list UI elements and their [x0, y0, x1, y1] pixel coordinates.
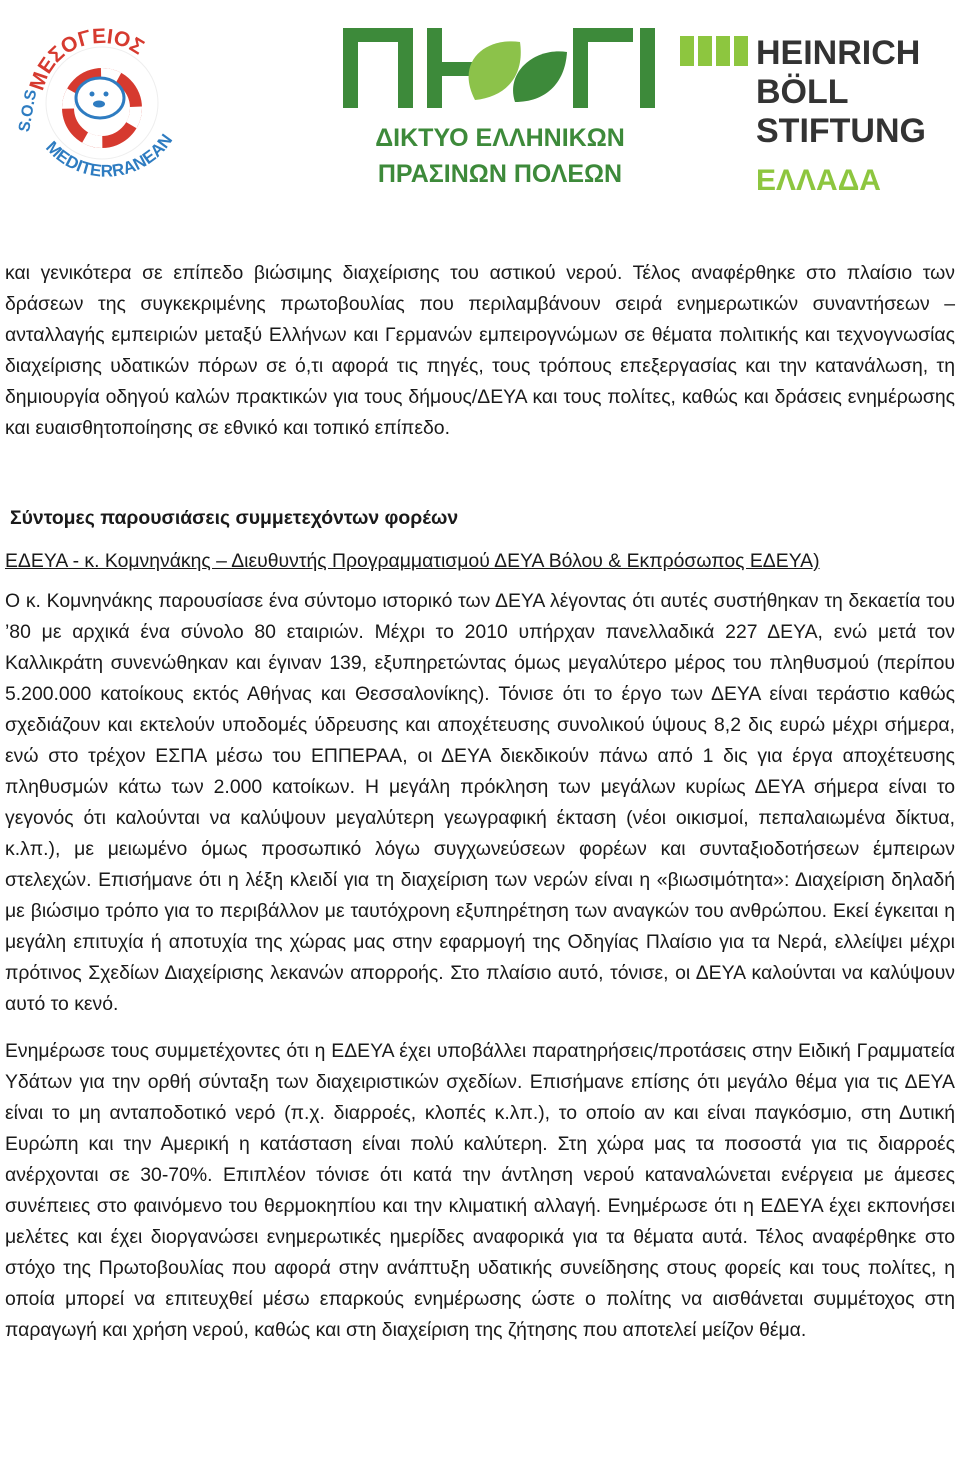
leaf-icon — [469, 41, 521, 100]
header-logos — [0, 0, 960, 230]
pigi-wordmark — [343, 28, 655, 108]
body-paragraph-2: Ενημέρωσε τους συμμετέχοντες ότι η ΕΔΕΥΑ έχει υποβάλλει παρατηρήσεις/προτάσεις στην Ειδική Γραμματεία Υδάτων για την ορθή σύνταξη των διαχειριστικών σχεδίων. Επισήμανε επίσης ότι μεγάλο θέμα για τις ΔΕΥΑ είναι το μη ανταποδοτικό νερό (π.χ. διαρροές, κλοπές κ.λπ.), το οποίο αν και είναι παγκόσμιο, στη Δυτική Ευρώπη και την Αμερική η κατάσταση είναι πολύ καλύτερη. Στη χώρα μας τα ποσοστά για τις διαρροές ανέρχονται σε 30-70%. Επιπλέον τόνισε ότι κατά την άντληση νερού καταναλώνεται ενέργεια με άμεσες συνέπειες στο φαινόμενο του θερμοκηπίου και την κλιματική αλλαγή. Ενημέρωσε ότι η ΕΔΕΥΑ έχει εκπονήσει μελέτες και έχει διοργανώσει ενημερωτικές ημερίδες αναφορικά για τα θέματα αυτά. Τέλος αναφέρθηκε στο στόχο της Πρωτοβουλίας που αφορά στην ανάπτυξη υδατικής συνείδησης στους φορείς και τους πολίτες, η οποία μπορεί να επιτευχθεί μέσω επαρκούς ενημέρωσης ώστε ο πολίτης να αισθάνεται συμμέτοχος στη παραγωγή και χρήση νερού, καθώς και στη διαχείριση της ζήτησης που αποτελεί μείζον θέμα. — [5, 1040, 955, 1341]
mediterranean-sos-logo — [12, 8, 192, 188]
logo-latin-text: MEDITERRANEAN — [42, 130, 177, 181]
body-paragraph-1: Ο κ. Κομνηνάκης παρουσίασε ένα σύντομο ιστορικό των ΔΕΥΑ λέγοντας ότι αυτές συστήθηκαν τη δεκαετία του ’80 με αρχικά ένα σύνολο 80 εταιριών. Μέχρι το 2010 υπήρχαν πανελλαδικά 227 ΔΕΥΑ, ενώ μετά τον Καλλικράτη συνενώθηκαν και έγιναν 139, εξυπηρετώντας όμως μεγαλύτερο μέρος του πληθυσμού (περίπου 5.200.000 κατοίκους εκτός Αθήνας και Θεσσαλονίκης). Τόνισε ότι το έργο των ΔΕΥΑ είναι τεράστιο καθώς σχεδιάζουν και εκτελούν υποδομές ύδρευσης και αποχέτευσης συνολικού ύψους 8,2 δις ευρώ μέχρι σήμερα, ενώ στο τρέχον ΕΣΠΑ μέσω του ΕΠΠΕΡΑΑ, οι ΔΕΥΑ διεκδικούν πάνω από 1 δις για έργα αποχέτευσης πληθυσμών κάτω των 2.000 κατοίκων. Η μεγάλη πρόκληση των μεγάλων κυρίως ΔΕΥΑ σήμερα είναι το γεγονός ότι καλούνται να καλύψουν μεγαλύτερη γεωγραφική έκταση (νέοι οικισμοί, πεπαλαιωμένα δίκτυα, κ.λπ.), με μειωμένο όμως προσωπικό λόγω συγχωνεύσεων φορέων και συνταξιοδοτήσεων έμπειρων στελεχών. Επισήμανε ότι η λέξη κλειδί για τη διαχείριση των νερών είναι η «βιωσιμότητα»: Διαχείριση δηλαδή με βιώσιμο τρόπο για το περιβάλλον με ταυτόχρονη εξυπηρέτηση των αναγκών του ανθρώπου. Εκεί έγκειται η μεγάλη επιτυχία ή αποτυχία της χώρας μας στην εφαρμογή της Οδηγίας Πλαίσιο για τα Νερά, ελλείψει μέχρι πρότινος Σχεδίων Διαχείρισης λεκανών απορροής. Στο πλαίσιο αυτό, τόνισε, οι ΔΕΥΑ καλούνται να καλύψουν αυτό το κενό. — [5, 590, 955, 1015]
hbs-line2: BÖLL — [756, 73, 849, 111]
heinrich-boll-logo — [672, 30, 942, 200]
seal-icon — [76, 78, 124, 118]
pigi-network-logo — [335, 22, 665, 202]
hbs-line3: STIFTUNG — [756, 112, 926, 150]
logo-sos-text: S.O.S — [16, 88, 41, 134]
document-body — [5, 258, 955, 1346]
hbs-line1: HEINRICH — [756, 34, 921, 72]
intro-paragraph: και γενικότερα σε επίπεδο βιώσιμης διαχείρισης του αστικού νερού. Τέλος αναφέρθηκε στο πλαίσιο των δράσεων της συγκεκριμένης πρωτοβουλίας που περιλαμβάνουν σειρά ενημερωτικών συναντήσεων – ανταλλαγής εμπειριών μεταξύ Ελλήνων και Γερμανών εμπειρογνώμων σε θέματα πολιτικής και τεχνογνωσίας διαχείρισης υδατικών πόρων σε ό,τι αφορά τις πηγές, τους τρόπους επεξεργασίας και την κατανάλωση, τη δημιουργία οδηγού καλών πρακτικών για τους δήμους/ΔΕΥΑ και τους πολίτες, καθώς και δράσεις ενημέρωσης και ευαισθητοποίησης σε εθνικό και τοπικό επίπεδο. — [5, 262, 955, 439]
speaker-heading: ΕΔΕΥΑ - κ. Κομνηνάκης – Διευθυντής Προγραμματισμού ΔΕΥΑ Βόλου & Εκπρόσωπος ΕΔΕΥΑ) — [5, 550, 820, 572]
logo-greek-text: ΜΕΣΟΓΕΙΟΣ — [25, 24, 148, 94]
hbs-line4: ΕΛΛΑΔΑ — [756, 164, 881, 197]
pigi-line2: ΠΡΑΣΙΝΩΝ ΠΟΛΕΩΝ — [377, 160, 623, 188]
pigi-line1: ΔΙΚΤΥΟ ΕΛΛΗΝΙΚΩΝ — [375, 124, 625, 152]
section-title: Σύντομες παρουσιάσεις συμμετεχόντων φορέων — [10, 507, 459, 529]
